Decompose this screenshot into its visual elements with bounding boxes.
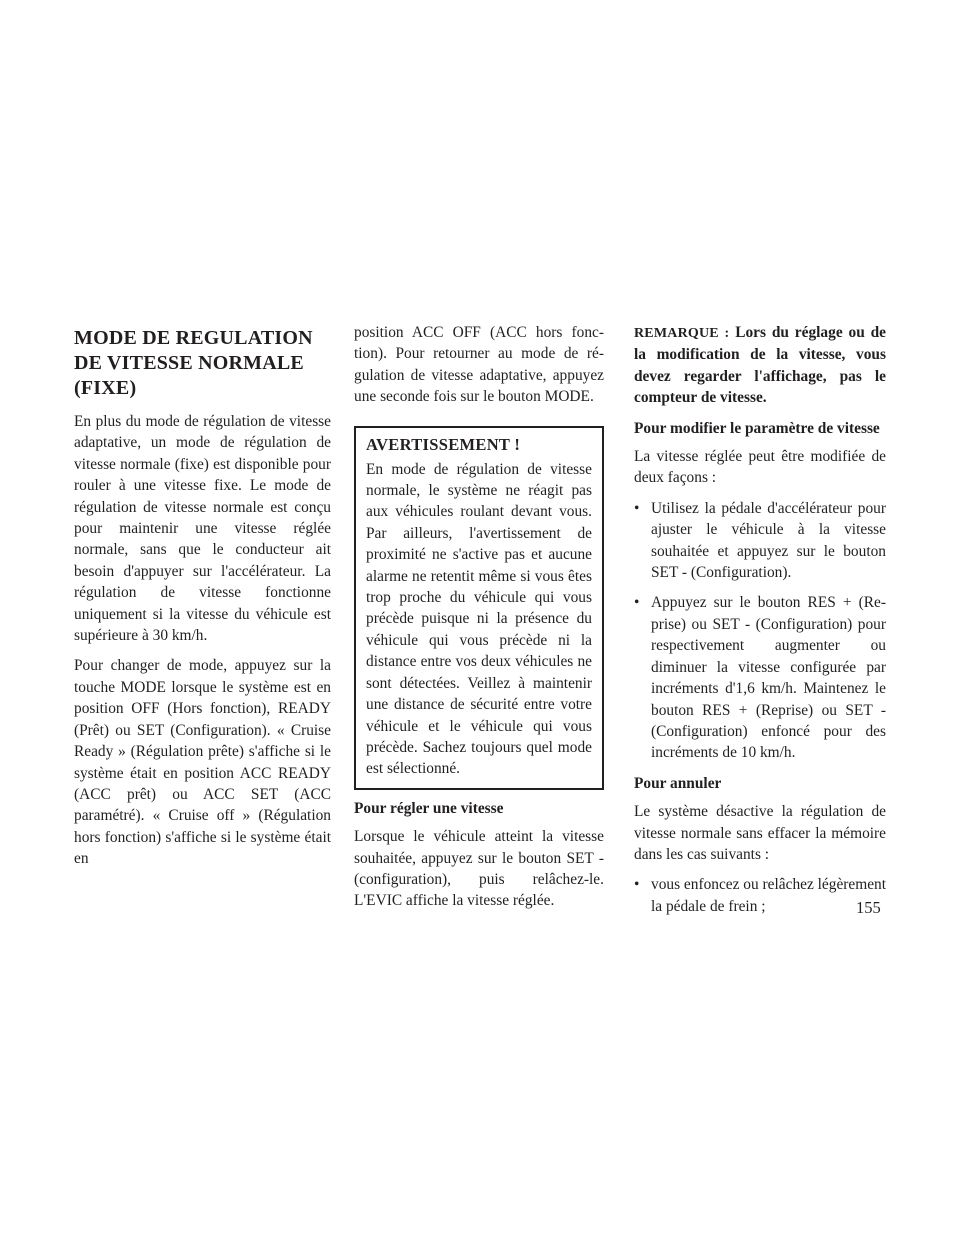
mode-change-paragraph: Pour changer de mode, appuyez sur la touche MODE lorsque le système est en position OFF (Hors fonction), READY (Prêt) ou SET (Configuration). « Cruise Ready » (Régulation prête) s'affiche si le système était en position ACC READY (ACC prêt) ou ACC SET (ACC paramétré). « Cruise off » (Régulation hors fonction) s'affiche si le système était en [74,657,331,868]
note [634,322,886,409]
column-middle [354,322,604,921]
intro-paragraph: En plus du mode de régulation de vitesse adaptative, un mode de régulation de vitesse normale (fixe) est disponible pour rouler à une vitesse fixe. Le mode de régulation de vitesse normale est conçu pour maintenir une vitesse réglée normale, sans que le conducteur ait besoin d'appuyer sur l'accélérateur. La régulation de vitesse fonctionne uniquement si la vitesse du véhicule est supérieure à 30 km/h. [74,413,331,645]
list-item [634,498,886,584]
subheading-set-speed: Pour régler une vitesse [354,799,504,817]
column-left [74,318,331,879]
page-number: 155 [856,898,881,917]
warning-box [354,426,604,790]
subheading-cancel: Pour annuler [634,774,722,792]
note-label: REMARQUE : [634,326,730,341]
section-heading: MODE DE REGULATION DE VITESSE NORMALE (FIXE) [74,327,313,399]
list-item-text: Appuyez sur le bouton RES + (Reprise) ou SET - (Configuration) pour respectivement augmenter ou diminuer la vitesse configurée par incréments d'1,6 km/h. Maintenez le bouton RES + (Reprise) ou SET - (Configuration) enfoncé pour des incréments de 10 km/h. [651,594,886,762]
list-item-text: Utilisez la pédale d'accélérateur pour ajuster le véhicule à la vitesse souhaitée et appuyez sur le bouton SET - (Configuration). [651,499,886,582]
column-right [634,322,886,926]
warning-title: AVERTISSEMENT ! [366,434,521,454]
modify-speed-list [634,498,886,764]
warning-text: En mode de régulation de vitesse normale, le système ne réagit pas aux véhicules roulant devant vous. Par ailleurs, l'avertissement de proximité ne s'active pas et aucune alarme ne retentit même si vous êtes trop proche du véhicule qui vous précède puisque ni la présence du véhicule qui vous précède ni la distance entre vos deux véhicules ne sont détectées. Veillez à maintenir une distance de sécurité entre votre véhicule et le véhicule qui vous précède. Sachez toujours quel mode est sélectionné. [366,460,592,778]
mode-return-paragraph: position ACC OFF (ACC hors fonction). Pour retourner au mode de régulation de vitesse adaptative, appuyez une seconde fois sur le bouton MODE. [354,324,604,406]
list-item [634,874,886,917]
set-speed-paragraph: Lorsque le véhicule atteint la vitesse souhaitée, appuyez sur le bouton SET - (configuration), puis relâchez-le. L'EVIC affiche la vitesse réglée. [354,828,604,910]
list-item-text: vous enfoncez ou relâchez légèrement la pédale de frein ; [651,876,887,915]
subheading-modify-speed: Pour modifier le paramètre de vitesse [634,419,880,437]
list-item [634,592,886,763]
bullet: • [634,499,640,517]
bullet: • [634,876,640,894]
modify-speed-paragraph: La vitesse réglée peut être modifiée de deux façons : [634,448,886,487]
note-text: Lors du réglage ou de la modification de la vitesse, vous devez regarder l'affichage, pas le compteur de vitesse. [634,324,886,407]
cancel-paragraph: Le système désactive la régulation de vitesse normale sans effacer la mémoire dans les cas suivants : [634,803,886,863]
bullet: • [634,594,640,612]
cancel-list [634,874,886,917]
